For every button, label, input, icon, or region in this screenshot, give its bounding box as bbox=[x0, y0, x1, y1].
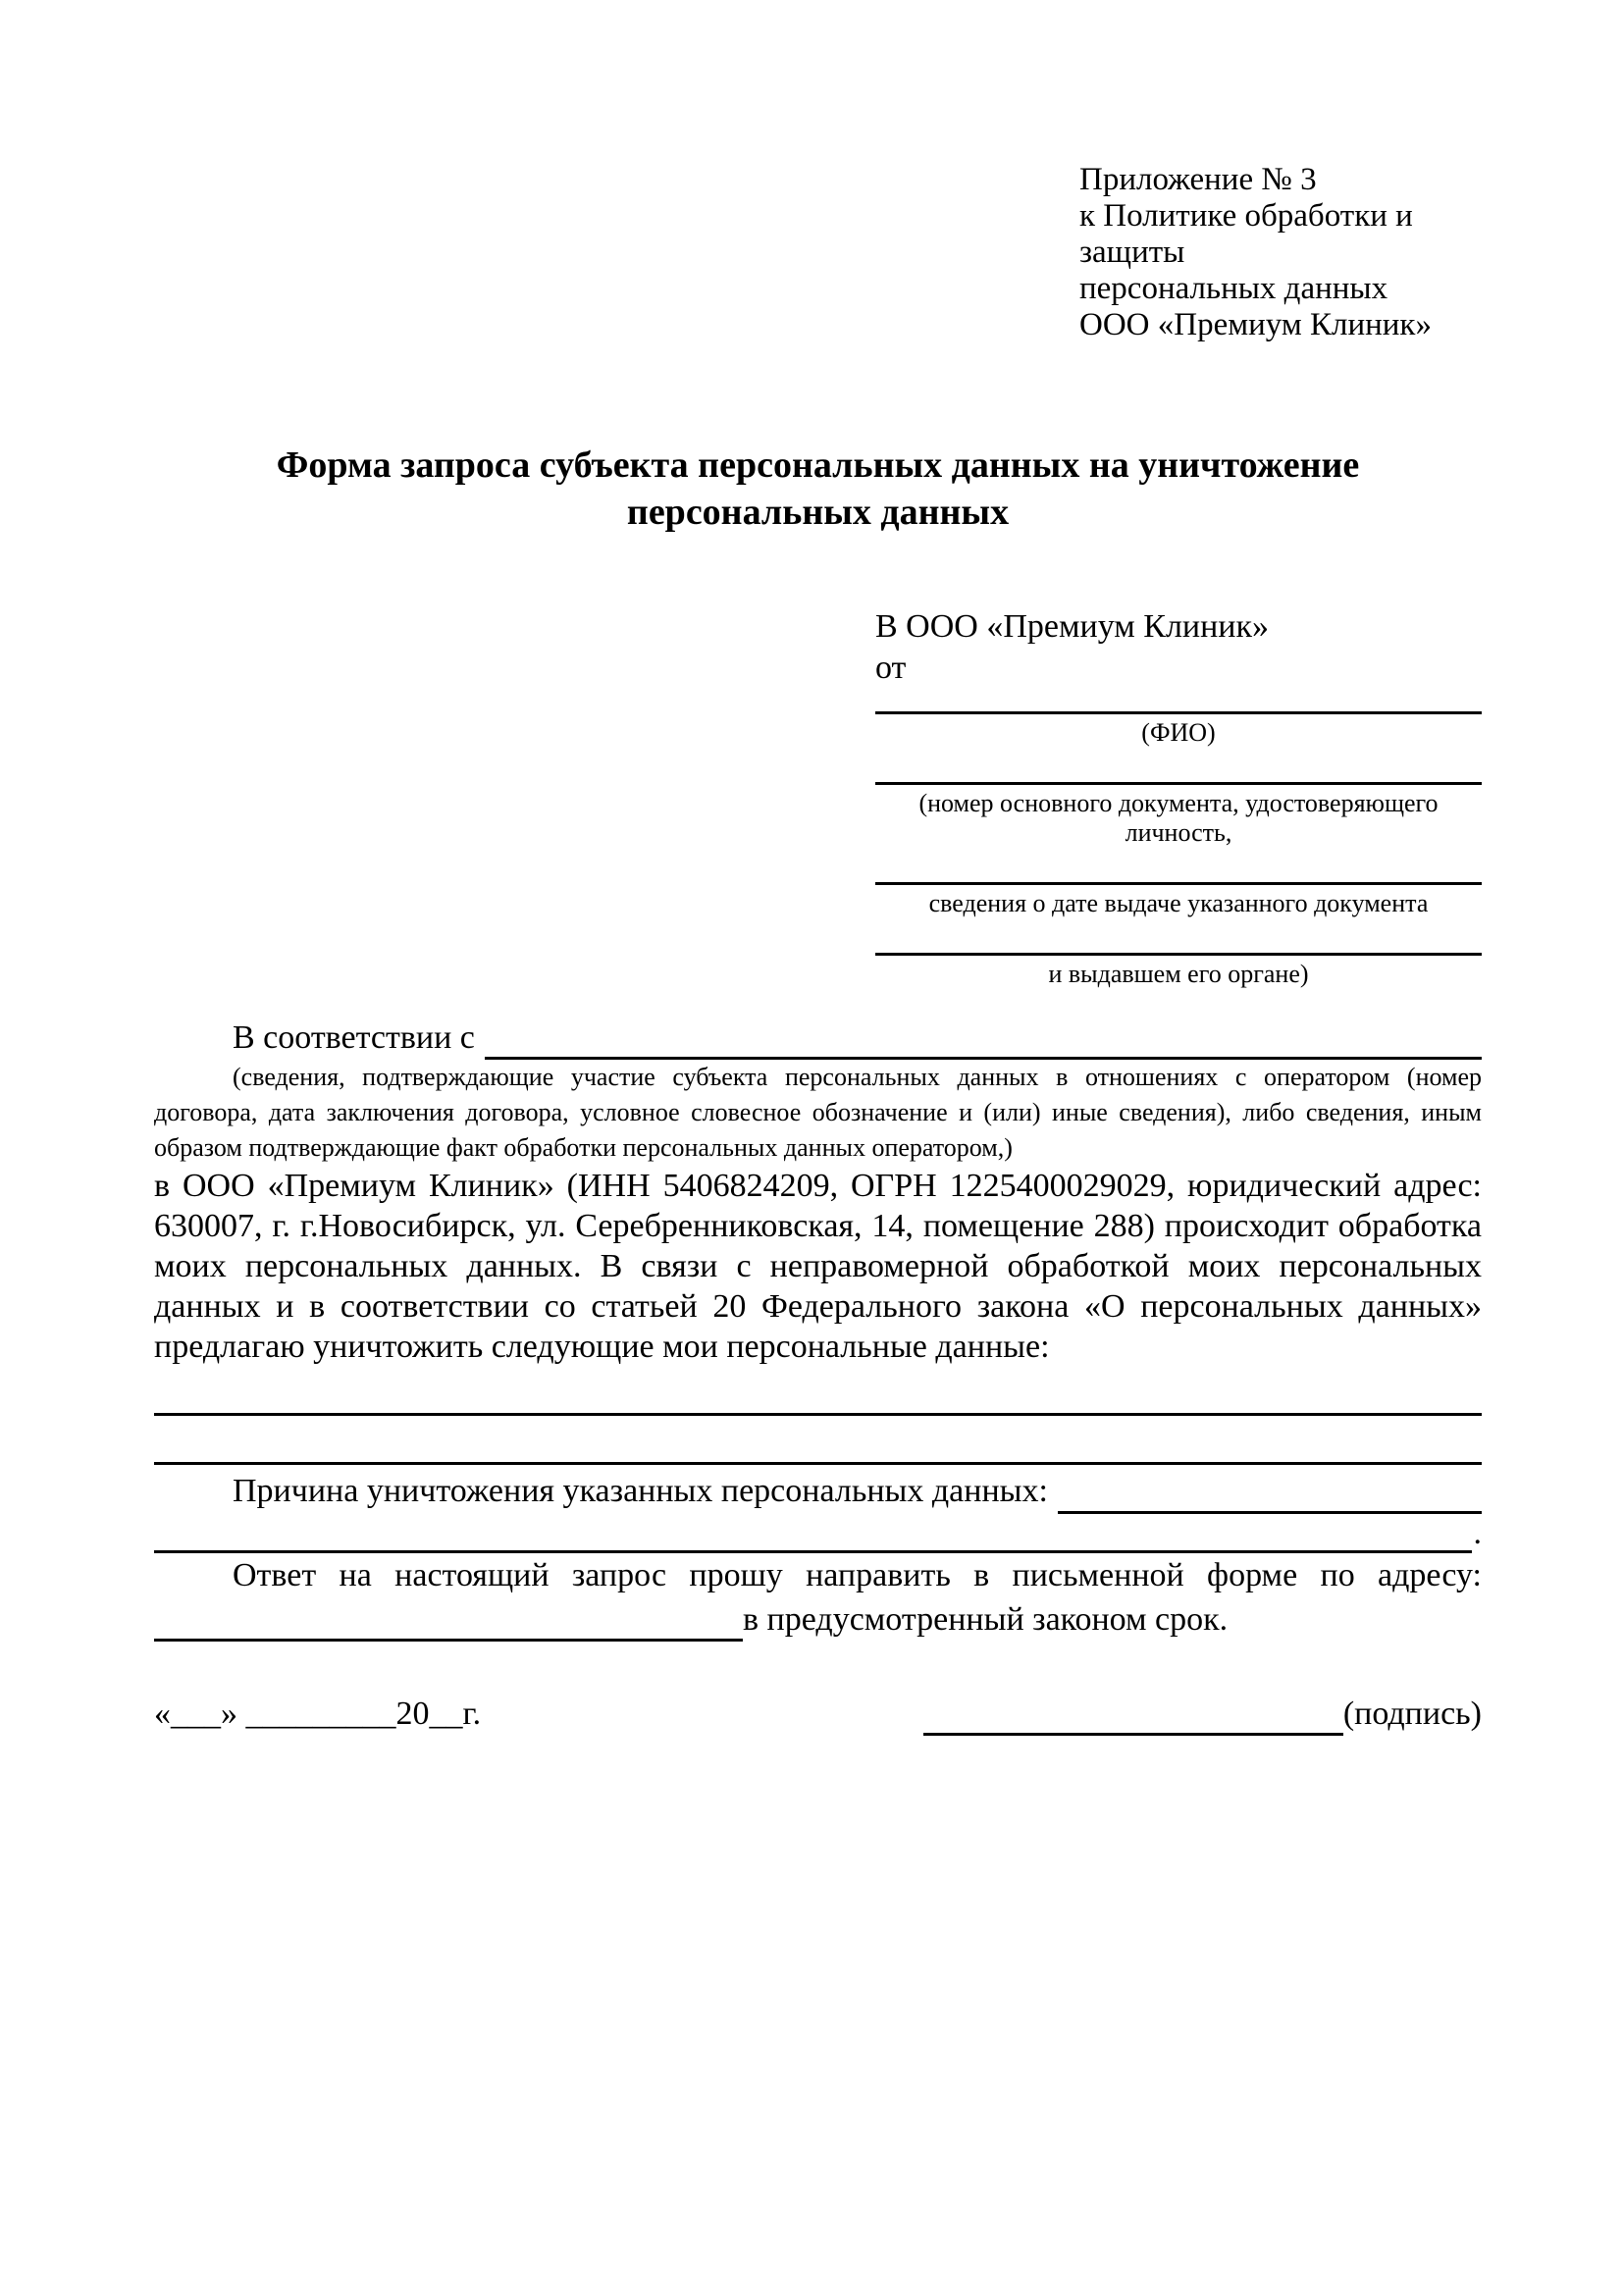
reason-terminator: . bbox=[1473, 1515, 1482, 1551]
annex-header bbox=[1079, 162, 1484, 343]
issue-date-input-line[interactable] bbox=[875, 848, 1482, 885]
basis-footnote: (сведения, подтверждающие участие субъекта персональных данных в отношениях с оператором (номер договора, дата заключения договора, условное словесное обозначение и (или) иные сведения), либо сведения, иным образом подтверждающие факт обработки персональных данных оператором,) bbox=[154, 1063, 1482, 1162]
signature-caption: (подпись) bbox=[1342, 1696, 1482, 1732]
data-to-destroy-line-2[interactable] bbox=[154, 1416, 1482, 1465]
main-paragraph: в ООО «Премиум Клиник» (ИНН 5406824209, ОГРН 1225400029029, юридический адрес: 630007, г. г.Новосибирск, ул. Серебренниковская, 14, помещение 288) происходит обработка моих персональных данных. В связи с неправомерной обработкой моих персональных данных и в соответствии со статьей 20 Федерального закона «О персональных данных» предлагаю уничтожить следующие мои персональные данные: bbox=[154, 1168, 1482, 1365]
signature-input-line[interactable] bbox=[923, 1700, 1343, 1736]
issuing-authority-input-line[interactable] bbox=[875, 918, 1482, 956]
address-input-line[interactable] bbox=[154, 1606, 743, 1642]
issue-date-caption: сведения о дате выдаче указанного документа bbox=[928, 889, 1429, 917]
reason-input-line[interactable] bbox=[1058, 1477, 1482, 1514]
annex-header-line-3: персональных данных bbox=[1079, 271, 1388, 306]
document-title: Форма запроса субъекта персональных данных на уничтожение персональных данных bbox=[276, 444, 1360, 533]
answer-request-line: Ответ на настоящий запрос прошу направить в письменной форме по адресу: bbox=[233, 1557, 1482, 1593]
reason-input-line-2[interactable] bbox=[154, 1518, 1472, 1553]
answer-suffix: в предусмотренный законом срок. bbox=[743, 1601, 1229, 1638]
reason-continuation-row bbox=[154, 1514, 1482, 1553]
accordance-row bbox=[154, 1017, 1482, 1060]
accordance-label: В соответствии с bbox=[233, 1019, 475, 1056]
date-signature-row bbox=[154, 1693, 1482, 1736]
document-number-input-line[interactable] bbox=[875, 748, 1482, 785]
annex-header-line-1: Приложение № 3 bbox=[1079, 162, 1317, 197]
address-row bbox=[154, 1598, 1482, 1642]
annex-header-line-4: ООО «Премиум Клиник» bbox=[1079, 307, 1432, 342]
reason-label: Причина уничтожения указанных персональных данных: bbox=[233, 1473, 1048, 1509]
fio-caption: (ФИО) bbox=[1141, 718, 1216, 747]
issuing-authority-caption: и выдавшем его органе) bbox=[1048, 960, 1309, 988]
document-number-caption: (номер основного документа, удостоверяющего личность, bbox=[918, 789, 1439, 847]
reason-row bbox=[154, 1469, 1482, 1514]
data-to-destroy-line-1[interactable] bbox=[154, 1367, 1482, 1416]
basis-input-line[interactable] bbox=[485, 1022, 1482, 1060]
addressee-block bbox=[875, 606, 1482, 989]
signature-block bbox=[923, 1693, 1482, 1736]
addressee-to: В ООО «Премиум Клиник» bbox=[875, 608, 1270, 645]
addressee-from: от bbox=[875, 650, 907, 686]
fio-input-line[interactable] bbox=[875, 689, 1482, 714]
date-fill-line[interactable]: «___» _________20__г. bbox=[154, 1696, 482, 1732]
annex-header-line-2: к Политике обработки и защиты bbox=[1079, 198, 1413, 270]
